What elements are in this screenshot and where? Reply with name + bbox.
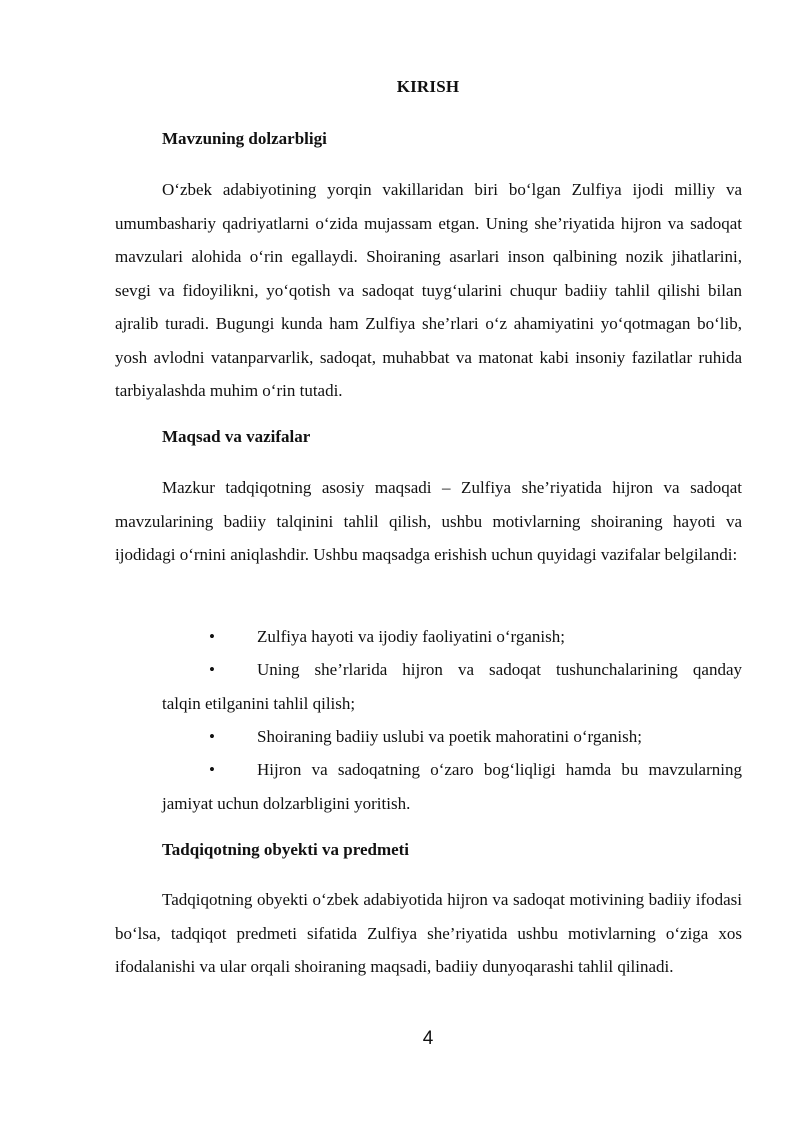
page-title: KIRISH [396,77,460,96]
section-heading-object: Tadqiqotning obyekti va predmeti [162,840,410,859]
list-item [162,753,742,820]
section-heading-goals: Maqsad va vazifalar [162,427,311,446]
paragraph-object: Tadqiqotning obyekti o‘zbek adabiyotida hijron va sadoqat motivining badiiy ifodasi bo‘lsa, tadqiqot predmeti sifatida Zulfiya she’riyatida ushbu motivlarning o‘ziga xos ifodalanishi va ular orqali shoiraning maqsadi, badiiy dunyoqarashi tahlil qilinadi. [115,890,742,976]
list-item-continuation: jamiyat uchun dolzarbligini yoritish. [162,793,411,813]
list-item [162,620,742,654]
list-item-text: Uning she’rlarida hijron va sadoqat tushunchalarining qanday [257,660,742,679]
paragraph-goals: Mazkur tadqiqotning asosiy maqsadi – Zulfiya she’riyatida hijron va sadoqat mavzularining badiiy talqinini tahlil qilish, ushbu motivlarning shoiraning hayoti va ijodidagi o‘rnini aniqlashdir. Ushbu maqsadga erishish uchun quyidagi vazifalar belgilandi: [115,478,742,564]
paragraph-relevance: O‘zbek adabiyotining yorqin vakillaridan biri bo‘lgan Zulfiya ijodi milliy va umumbashariy qadriyatlarni o‘zida mujassam etgan. Uning she’riyatida hijron va sadoqat mavzulari alohida o‘rin egallaydi. Shoiraning asarlari inson qalbining nozik jihatlarini, sevgi va fidoyilikni, yo‘qotish va sadoqat tuyg‘ularini chuqur badiiy tahlil qilishi bilan ajralib turadi. Bugungi kunda ham Zulfiya she’rlari o‘z ahamiyatini yo‘qotmagan bo‘lib, yosh avlodni vatanparvarlik, sadoqat, muhabbat va matonat kabi insoniy fazilatlar ruhida tarbiyalashda muhim o‘rin tutadi. [115,180,742,400]
bullet-icon: • [209,627,215,646]
section-heading-relevance: Mavzuning dolzarbligi [162,129,327,148]
list-item-text: Shoiraning badiiy uslubi va poetik mahoratini o‘rganish; [257,727,642,746]
bullet-icon: • [209,660,215,679]
list-item-continuation: talqin etilganini tahlil qilish; [162,693,356,713]
list-item-text: Zulfiya hayoti va ijodiy faoliyatini o‘rganish; [257,627,565,646]
bullet-icon: • [209,727,215,746]
page-number: 4 [422,1028,434,1049]
bullet-icon: • [209,760,215,779]
list-item [162,720,742,754]
list-item [162,653,742,720]
list-item-text: Hijron va sadoqatning o‘zaro bog‘liqligi hamda bu mavzularning [257,760,742,779]
